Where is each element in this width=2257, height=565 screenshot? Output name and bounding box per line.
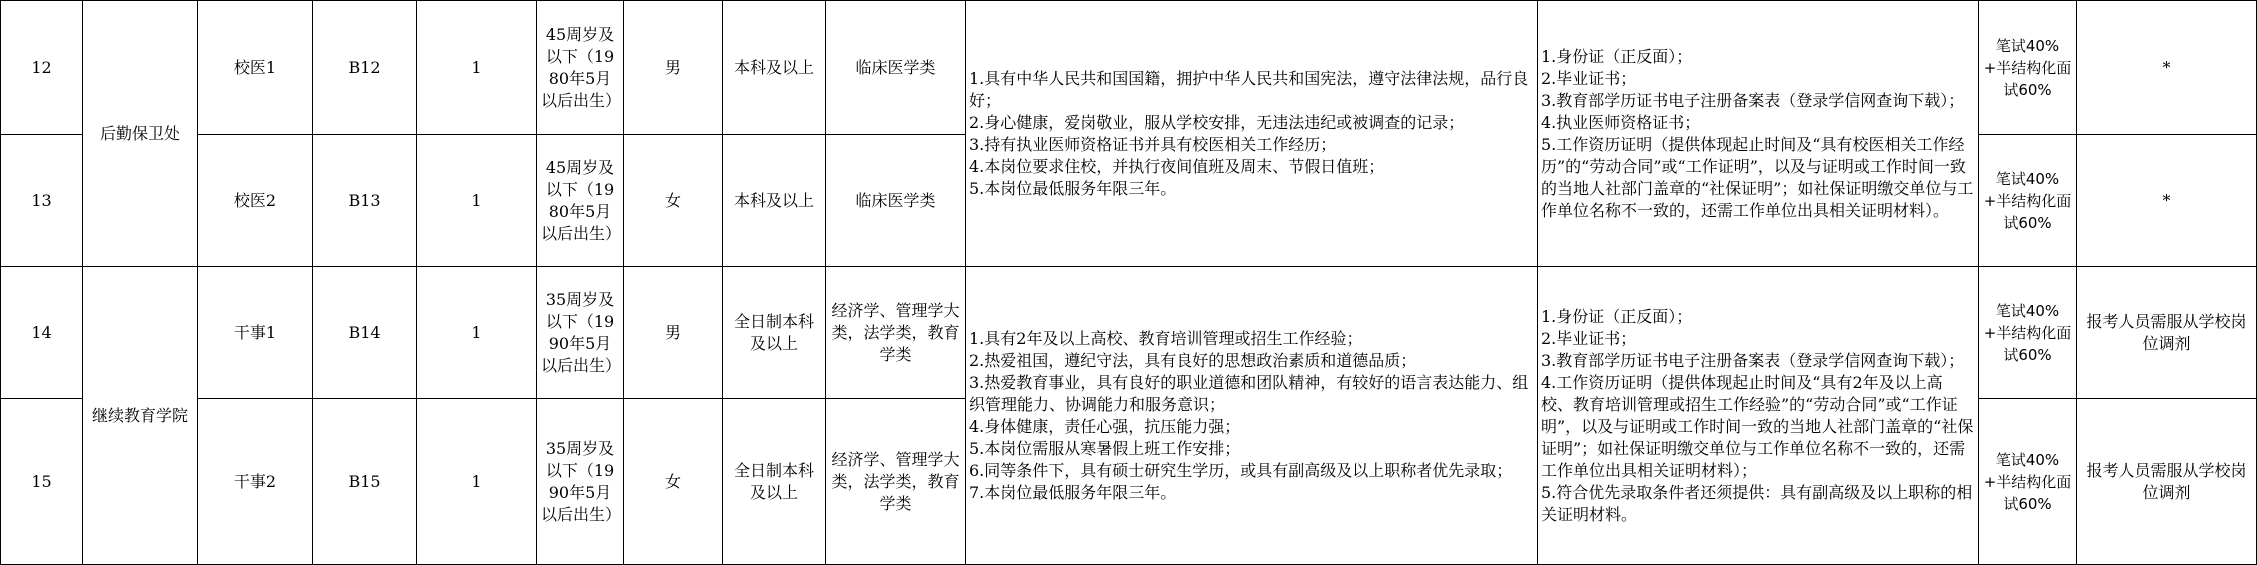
material-item: 4.执业医师资格证书； — [1541, 112, 1701, 132]
requirement-item: 5.本岗位最低服务年限三年。 — [969, 178, 1177, 198]
note-cell: * — [2077, 1, 2257, 135]
requirement-item: 3.热爱教育事业，具有良好的职业道德和团队精神，有较好的语言表达能力、组织管理能力、协调能力和服务意识； — [969, 372, 1529, 414]
requirement-item: 4.本岗位要求住校，并执行夜间值班及周末、节假日值班； — [969, 156, 1385, 176]
gender-cell: 女 — [624, 399, 723, 565]
exam-method-cell: 笔试40%+半结构化面试60% — [1979, 399, 2077, 565]
position-code-cell: B14 — [313, 267, 417, 399]
requirement-item: 2.热爱祖国，遵纪守法，具有良好的思想政治素质和道德品质； — [969, 350, 1417, 370]
requirement-item: 1.具有2年及以上高校、教育培训管理或招生工作经验； — [969, 328, 1363, 348]
material-item: 4.工作资历证明（提供体现起止时间及“具有2年及以上高校、教育培训管理或招生工作经验”的“劳动合同”或“工作证明”，以及与证明或工作时间一致的当地人社部门盖章的“社保证明”；如社保证明缴交单位与工作单位名称不一致的，还需工作单位出具相关证明材料）； — [1541, 372, 1974, 480]
row-number: 13 — [1, 135, 83, 267]
age-requirement-cell: 45周岁及以下（1980年5月以后出生） — [537, 1, 624, 135]
headcount-cell: 1 — [417, 1, 537, 135]
materials-cell — [1538, 1, 1979, 267]
major-cell: 临床医学类 — [826, 1, 966, 135]
note-cell: 报考人员需服从学校岗位调剂 — [2077, 399, 2257, 565]
material-item: 5.符合优先录取条件者还须提供：具有副高级及以上职称的相关证明材料。 — [1541, 482, 1973, 524]
material-item: 3.教育部学历证书电子注册备案表（登录学信网查询下载）； — [1541, 90, 1965, 110]
note-cell: 报考人员需服从学校岗位调剂 — [2077, 267, 2257, 399]
major-cell: 经济学、管理学大类，法学类，教育学类 — [826, 399, 966, 565]
row-number: 15 — [1, 399, 83, 565]
major-cell: 经济学、管理学大类，法学类，教育学类 — [826, 267, 966, 399]
table-row — [1, 267, 2257, 399]
requirement-item: 6.同等条件下，具有硕士研究生学历，或具有副高级及以上职称者优先录取； — [969, 460, 1513, 480]
material-item: 3.教育部学历证书电子注册备案表（登录学信网查询下载）； — [1541, 350, 1965, 370]
exam-method-cell: 笔试40%+半结构化面试60% — [1979, 1, 2077, 135]
education-cell: 全日制本科及以上 — [723, 267, 826, 399]
requirement-item: 7.本岗位最低服务年限三年。 — [969, 482, 1177, 502]
education-cell: 本科及以上 — [723, 1, 826, 135]
age-requirement-cell: 35周岁及以下（1990年5月以后出生） — [537, 399, 624, 565]
gender-cell: 男 — [624, 1, 723, 135]
requirement-item: 5.本岗位需服从寒暑假上班工作安排； — [969, 438, 1241, 458]
note-cell: * — [2077, 135, 2257, 267]
position-cell: 校医2 — [198, 135, 313, 267]
education-cell: 本科及以上 — [723, 135, 826, 267]
exam-method-cell: 笔试40%+半结构化面试60% — [1979, 267, 2077, 399]
exam-method-cell: 笔试40%+半结构化面试60% — [1979, 135, 2077, 267]
position-code-cell: B12 — [313, 1, 417, 135]
requirement-item: 2.身心健康，爱岗敬业，服从学校安排，无违法违纪或被调查的记录； — [969, 112, 1465, 132]
material-item: 2.毕业证书； — [1541, 328, 1637, 348]
position-code-cell: B13 — [313, 135, 417, 267]
age-requirement-cell: 35周岁及以下（1990年5月以后出生） — [537, 267, 624, 399]
position-cell: 干事2 — [198, 399, 313, 565]
requirements-cell — [966, 267, 1538, 565]
material-item: 5.工作资历证明（提供体现起止时间及“具有校医相关工作经历”的“劳动合同”或“工作证明”，以及与证明或工作时间一致的当地人社部门盖章的“社保证明”；如社保证明缴交单位与工作单位名称不一致的，还需工作单位出具相关证明材料）。 — [1541, 134, 1974, 220]
department-cell: 继续教育学院 — [83, 267, 198, 565]
age-requirement-cell: 45周岁及以下（1980年5月以后出生） — [537, 135, 624, 267]
major-cell: 临床医学类 — [826, 135, 966, 267]
material-item: 2.毕业证书； — [1541, 68, 1637, 88]
position-code-cell: B15 — [313, 399, 417, 565]
row-number: 14 — [1, 267, 83, 399]
row-number: 12 — [1, 1, 83, 135]
table-row — [1, 1, 2257, 135]
headcount-cell: 1 — [417, 399, 537, 565]
education-cell: 全日制本科及以上 — [723, 399, 826, 565]
headcount-cell: 1 — [417, 267, 537, 399]
material-item: 1.身份证（正反面）； — [1541, 306, 1693, 326]
requirements-cell — [966, 1, 1538, 267]
requirement-item: 1.具有中华人民共和国国籍，拥护中华人民共和国宪法，遵守法律法规，品行良好； — [969, 68, 1529, 110]
materials-cell — [1538, 267, 1979, 565]
material-item: 1.身份证（正反面）； — [1541, 46, 1693, 66]
position-cell: 校医1 — [198, 1, 313, 135]
gender-cell: 男 — [624, 267, 723, 399]
department-cell: 后勤保卫处 — [83, 1, 198, 267]
requirement-item: 4.身体健康，责任心强，抗压能力强； — [969, 416, 1241, 436]
gender-cell: 女 — [624, 135, 723, 267]
requirement-item: 3.持有执业医师资格证书并具有校医相关工作经历； — [969, 134, 1337, 154]
position-cell: 干事1 — [198, 267, 313, 399]
headcount-cell: 1 — [417, 135, 537, 267]
